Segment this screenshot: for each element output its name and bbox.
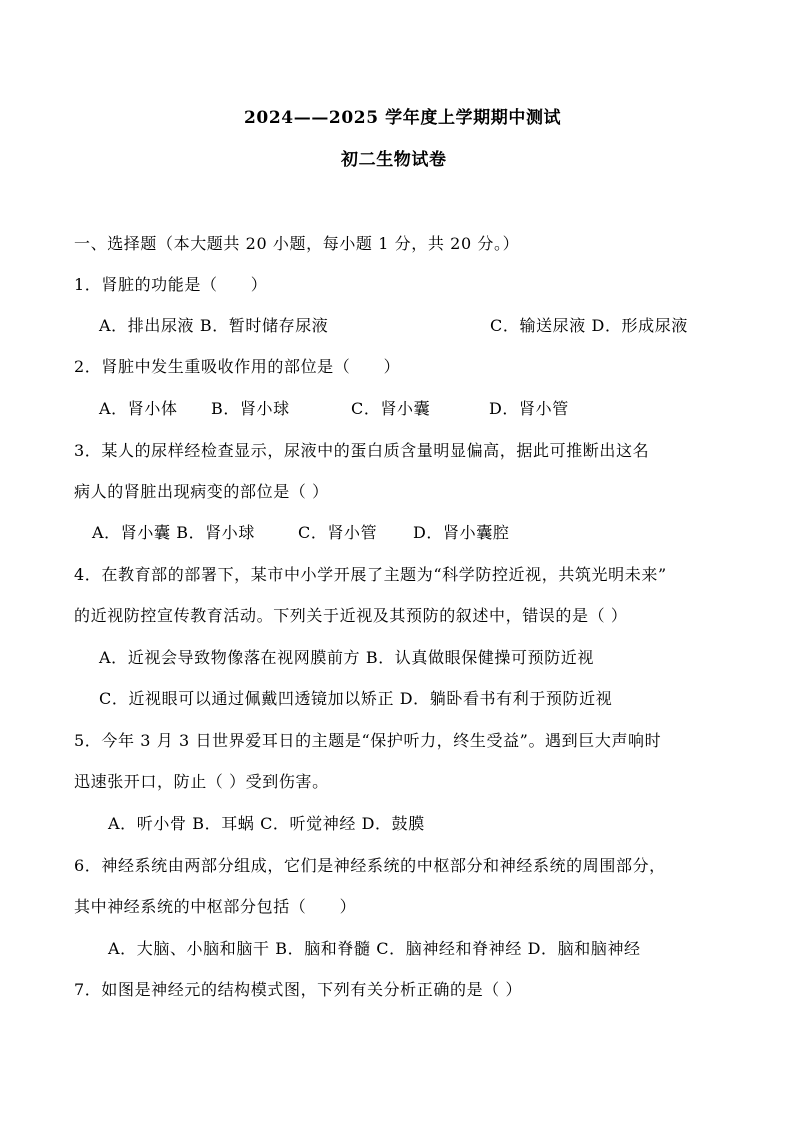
exam-title: 2024——2025 学年度上学期期中测试 <box>244 108 562 128</box>
section-heading: 一、选择题（本大题共 20 小题，每小题 1 分，共 20 分。） <box>74 234 520 253</box>
question-5-options: A．听小骨 B．耳蜗 C．听觉神经 D．鼓膜 <box>108 814 425 833</box>
question-4-stem-line-2: 的近视防控宣传教育活动。下列关于近视及其预防的叙述中，错误的是（ ） <box>74 606 628 625</box>
question-1-option-cd: C．输送尿液 D．形成尿液 <box>490 316 688 335</box>
question-2-option-b: B．肾小球 <box>211 399 290 418</box>
question-2-stem: 2．肾脏中发生重吸收作用的部位是（ ） <box>74 357 401 376</box>
question-3-stem-line-1: 3．某人的尿样经检查显示，尿液中的蛋白质含量明显偏高，据此可推断出这名 <box>74 441 650 460</box>
question-1-option-ab: A．排出尿液 B．暂时储存尿液 <box>99 316 329 335</box>
question-7-stem: 7．如图是神经元的结构模式图，下列有关分析正确的是（ ） <box>74 980 523 999</box>
question-6-stem-line-1: 6．神经系统由两部分组成，它们是神经系统的中枢部分和神经系统的周围部分， <box>74 856 666 875</box>
question-3-stem-line-2: 病人的肾脏出现病变的部位是（ ） <box>74 482 329 501</box>
question-5-stem-line-1: 5．今年 3 月 3 日世界爱耳日的主题是“保护听力，终生受益”。遇到巨大声响时 <box>74 731 662 750</box>
question-4-option-ab: A．近视会导致物像落在视网膜前方 B．认真做眼保健操可预防近视 <box>99 648 594 667</box>
question-5-stem-line-2: 迅速张开口，防止（ ）受到伤害。 <box>74 772 329 791</box>
question-6-options: A．大脑、小脑和脑干 B．脑和脊髓 C．脑神经和脊神经 D．脑和脑神经 <box>108 939 641 958</box>
question-2-option-a: A．肾小体 <box>99 399 178 418</box>
exam-subtitle: 初二生物试卷 <box>341 150 447 170</box>
question-2-option-d: D．肾小管 <box>489 399 569 418</box>
question-3-option-d: D．肾小囊腔 <box>413 523 510 542</box>
question-3-option-c: C．肾小管 <box>298 523 378 542</box>
question-3-option-ab: A．肾小囊 B．肾小球 <box>92 523 255 542</box>
question-2-option-c: C．肾小囊 <box>351 399 431 418</box>
question-4-stem-line-1: 4．在教育部的部署下，某市中小学开展了主题为“科学防控近视，共筑光明未来” <box>74 565 667 584</box>
question-1-stem: 1．肾脏的功能是（ ） <box>74 275 268 294</box>
question-4-option-cd: C．近视眼可以通过佩戴凹透镜加以矫正 D．躺卧看书有利于预防近视 <box>99 689 613 708</box>
question-6-stem-line-2: 其中神经系统的中枢部分包括（ ） <box>74 897 357 916</box>
